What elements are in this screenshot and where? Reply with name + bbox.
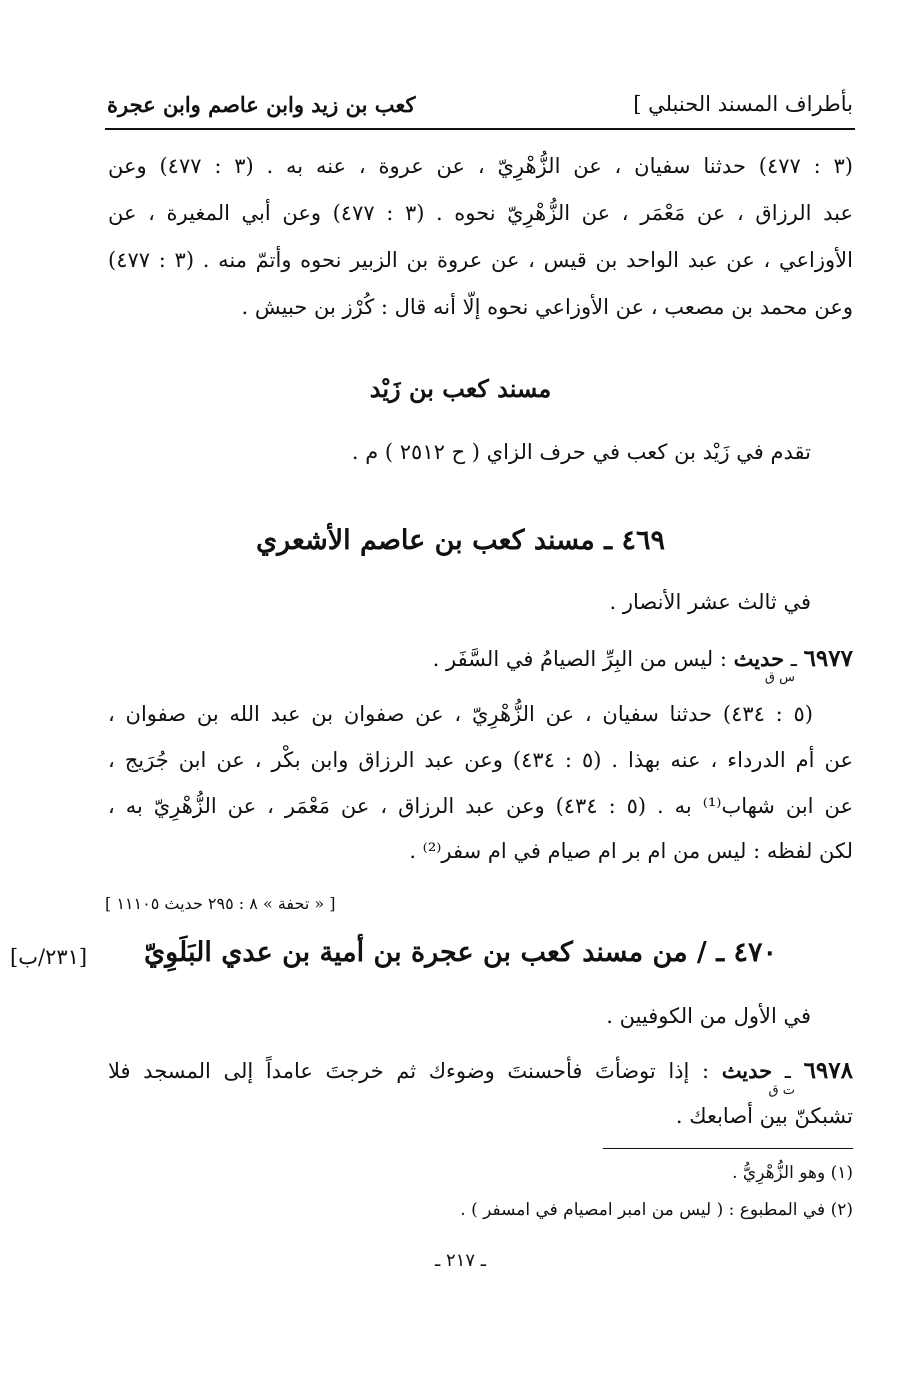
para1-line-2: عبد الرزاق ، عن مَعْمَر ، عن الزُّهْرِيّ نحوه . (٣ : ٤٧٧) وعن أبي المغيرة ، عن [108,201,853,225]
hadith-number: ٦٩٧٧ [803,645,853,672]
footnote-rule [603,1148,853,1149]
running-header-book-title: بأطراف المسند الحنبلي ] [633,92,853,116]
dash: ـ [772,1059,804,1083]
hadith-6978-heading [108,1059,853,1082]
hadith-6977-siglum: س ق [764,670,795,685]
hadith-text: : ليس من البِرِّ الصيامُ في السَّفَر . [432,647,734,671]
hadith-6978-line-2: تشبكنّ بين أصابعك . [675,1104,853,1128]
tuhfa-reference: [ « تحفة » ٨ : ٢٩٥ حديث ١١١٠٥ ] [105,894,336,913]
manuscript-folio-marker: [٢٣١/ب] [10,945,88,969]
section-469-note: في ثالث عشر الأنصار . [609,590,811,614]
para1-line-4: وعن محمد بن مصعب ، عن الأوزاعي نحوه إلّا أنه قال : كُرْز بن حبيش . [241,295,853,319]
hadith-number: ٦٩٧٨ [803,1057,853,1084]
page-number: ـ ٢١٧ ـ [434,1250,486,1271]
hadith-6978-siglum: ت ق [768,1083,795,1098]
footnote-2: (٢) في المطبوع : ( ليس من امبر امصيام في امسفر ) . [460,1200,853,1220]
musnad-kaab-bin-zayd-title: مسند كعب بن زَيْد [369,374,552,403]
musnad-kaab-bin-zayd-note: تقدم في زَيْد بن كعب في حرف الزاي ( ح ٢٥١٢ ) م . [351,440,811,464]
para1-line-1: (٣ : ٤٧٧) حدثنا سفيان ، عن الزُّهْرِيّ ، عن عروة ، عنه به . (٣ : ٤٧٧) وعن [108,154,853,178]
section-470-title: ٤٧٠ ـ / من مسند كعب بن عجرة بن أمية بن عدي البَلَوِيّ [143,937,778,968]
hadith-6977-line-1: (٥ : ٤٣٤) حدثنا سفيان ، عن الزُّهْرِيّ ، عن صفوان بن عبد الله بن صفوان ، [108,702,813,726]
dash: ـ [784,647,804,671]
hadith-6977-line-2: عن أم الدرداء ، عنه بهذا . (٥ : ٤٣٤) وعن عبد الرزاق وابن بكْر ، عن ابن جُرَيج ، [108,748,853,772]
header-rule [105,128,855,130]
hadith-6977-line-4: لكن لفظه : ليس من ام بر ام صيام في ام سفر⁽²⁾ . [409,839,853,863]
footnote-1: (١) وهو الزُّهْرِيُّ . [732,1163,853,1183]
hadith-6977-heading [433,647,853,670]
hadith-keyword: حديث [721,1058,773,1083]
running-header-chapter-title: كعب بن زيد وابن عاصم وابن عجرة [107,92,416,117]
section-470-note: في الأول من الكوفيين . [606,1004,811,1028]
hadith-text: : إذا توضأتَ فأحسنتَ وضوءك ثم خرجتَ عامداً إلى المسجد فلا [108,1059,722,1083]
hadith-6977-line-3: عن ابن شهاب⁽¹⁾ به . (٥ : ٤٣٤) وعن عبد الرزاق ، عن مَعْمَر ، عن الزُّهْرِيّ به ، [108,794,853,818]
para1-line-3: الأوزاعي ، عن عبد الواحد بن قيس ، عن عروة بن الزبير نحوه وأتمّ منه . (٣ : ٤٧٧) [108,248,853,272]
section-469-title: ٤٦٩ ـ مسند كعب بن عاصم الأشعري [256,525,665,556]
hadith-keyword: حديث [733,646,785,671]
